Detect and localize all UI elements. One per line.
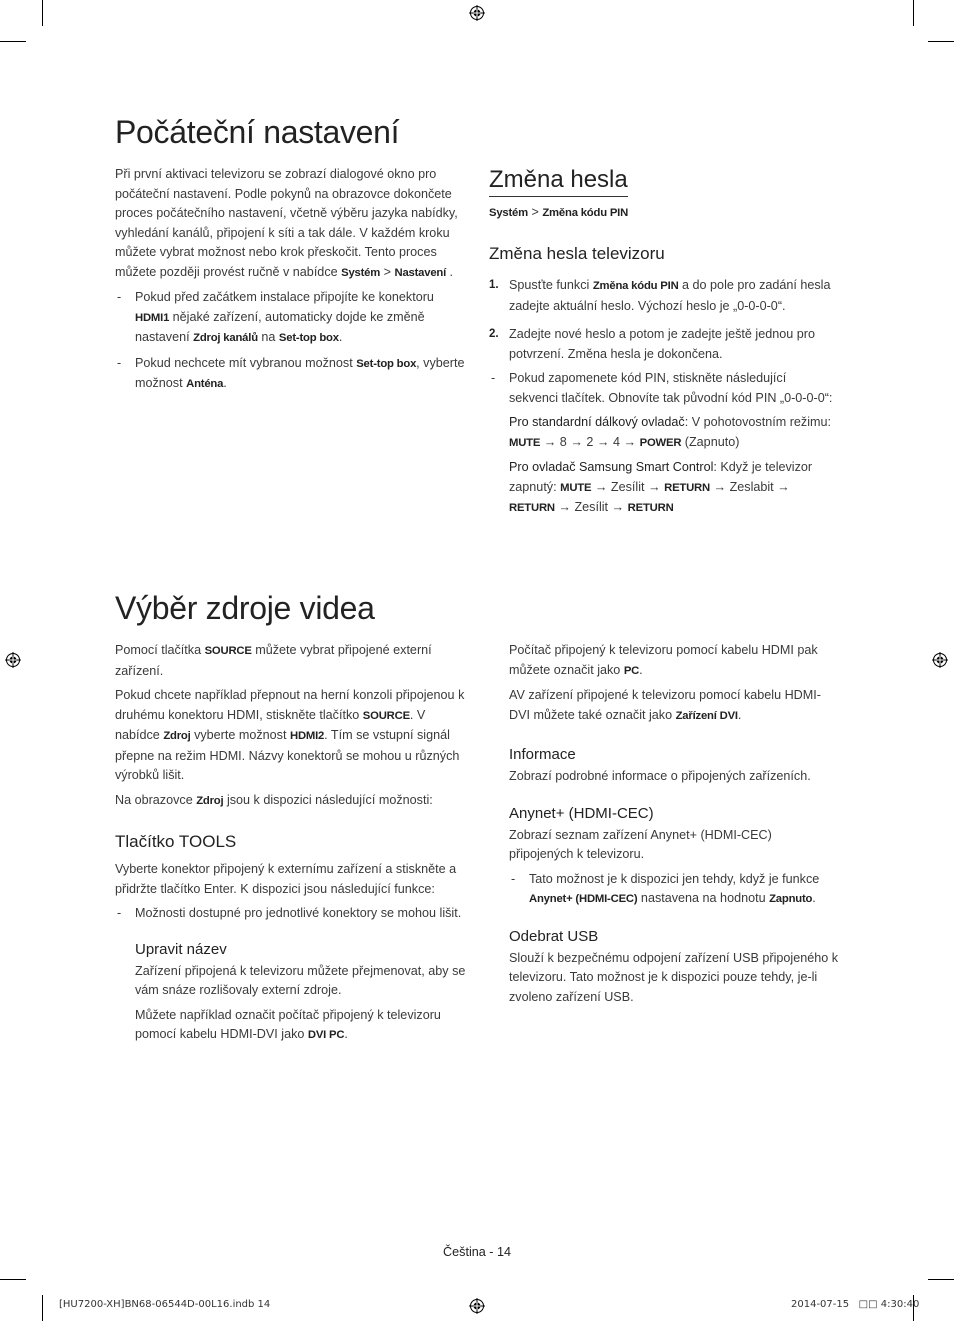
key-name: SOURCE	[204, 645, 252, 657]
key-name: POWER	[639, 436, 682, 449]
text: >	[380, 264, 395, 279]
paragraph: Zařízení připojená k televizoru můžete přejmenovat, aby se vám snáze rozlišovaly externí zdroje.	[135, 963, 466, 997]
registration-mark-icon	[932, 652, 948, 668]
print-time: 4:30:40	[880, 1299, 920, 1310]
menu-term: Set-top box	[278, 332, 339, 344]
key-name: RETURN	[664, 481, 710, 494]
paragraph	[115, 641, 467, 681]
video-source-left-column	[115, 641, 467, 1046]
text: .	[338, 330, 343, 344]
page-number: Čeština - 14	[443, 1245, 511, 1259]
section-title-change-password: Změna hesla	[489, 166, 628, 197]
menu-term: Zapnuto	[769, 893, 813, 905]
file-name: [HU7200-XH]BN68-06544D-00L16.indb 14	[59, 1299, 271, 1310]
text: Pokud zapomenete kód PIN, stiskněte následující sekvenci tlačítek. Obnovíte tak původní kód PIN „0-0-0-0“:	[509, 371, 833, 405]
paragraph: Zobrazí podrobné informace o připojených zařízeních.	[509, 769, 811, 783]
text: Pokud před začátkem instalace připojíte ke konektoru	[135, 290, 434, 304]
registration-mark-icon	[469, 1298, 485, 1314]
key-name: RETURN	[509, 502, 555, 514]
text: (Zapnuto)	[681, 434, 740, 449]
option-title: Informace	[509, 746, 576, 763]
key-name: MUTE	[509, 436, 541, 449]
text: Tato možnost je k dispozici jen tehdy, když je funkce	[529, 871, 820, 886]
menu-term: Systém	[489, 207, 528, 219]
text: jsou k dispozici následující možnosti:	[223, 792, 433, 807]
text: vyberte možnost	[190, 728, 290, 742]
menu-term: PC	[623, 664, 640, 677]
initial-setup-body	[115, 165, 465, 395]
print-timestamp	[791, 1299, 919, 1310]
change-password-body	[489, 276, 835, 519]
paragraph	[509, 641, 839, 681]
step-number: 2.	[489, 328, 499, 340]
option-title: Anynet+ (HDMI-CEC)	[509, 804, 654, 822]
text: nastavena na hodnotu	[637, 891, 770, 905]
crop-mark	[0, 1279, 26, 1280]
text: .	[737, 707, 742, 722]
smart-control-sequence	[489, 458, 835, 519]
text: → Zesílit →	[554, 500, 628, 514]
menu-term: Zdroj	[163, 730, 191, 742]
menu-term: Zdroj	[196, 794, 224, 807]
step-item	[489, 276, 835, 316]
subsection-title: Změna hesla televizoru	[489, 244, 665, 263]
registration-mark-icon	[5, 652, 21, 668]
paragraph	[135, 1006, 467, 1046]
text: Pokud nechcete mít vybranou možnost	[135, 355, 357, 370]
step-item	[489, 325, 835, 364]
standard-remote-sequence	[489, 413, 835, 453]
menu-path	[489, 203, 628, 224]
text: Možnosti dostupné pro jednotlivé konektory se mohou lišit.	[135, 906, 462, 920]
menu-term: Systém	[341, 266, 381, 279]
initial-setup-intro	[115, 165, 465, 283]
note-item: - Pokud zapomenete kód PIN, stiskněte následující sekvenci tlačítek. Obnovíte tak původní kód PIN „0-0-0-0“:	[491, 371, 833, 405]
menu-term: Zdroj kanálů	[193, 332, 258, 344]
paragraph	[115, 686, 467, 786]
crop-mark	[0, 41, 26, 42]
menu-term: Zařízení DVI	[675, 709, 738, 722]
option-title: Upravit název	[135, 940, 227, 958]
text: Pomocí tlačítka	[115, 643, 205, 657]
crop-mark	[42, 0, 43, 26]
text: Můžete například označit počítač připojený k televizoru pomocí kabelu HDMI-DVI jako	[135, 1007, 441, 1041]
note-item: - Pokud nechcete mít vybranou možnost Set-top box, vyberte možnost Anténa.	[117, 355, 465, 390]
menu-term: Nastavení	[394, 266, 447, 279]
menu-term: Změna kódu PIN	[592, 280, 679, 292]
text: → Zeslabit →	[709, 479, 790, 494]
paragraph	[509, 686, 839, 726]
crop-mark	[928, 41, 954, 42]
menu-term: DVI PC	[307, 1029, 345, 1041]
key-name: MUTE	[560, 481, 592, 494]
text: nějaké zařízení, automaticky dojde ke změně nastavení	[135, 309, 425, 344]
paragraph: Vyberte konektor připojený k externímu zařízení a stiskněte a přidržte tlačítko Enter. K dispozici jsou následující funkce:	[115, 862, 457, 896]
text: Spusťte funkci	[509, 278, 593, 292]
menu-term: Anténa	[186, 378, 224, 390]
text: Zadejte nové heslo a potom je zadejte ještě jednou pro potvrzení. Změna hesla je dokončena.	[509, 327, 815, 361]
text: >	[528, 205, 543, 219]
text: .	[344, 1027, 348, 1041]
text: → 8 → 2 → 4 →	[540, 434, 640, 449]
key-name: RETURN	[627, 502, 674, 514]
print-date: 2014-07-15	[791, 1299, 850, 1310]
text: .	[812, 891, 816, 905]
step-number: 1.	[489, 279, 499, 291]
menu-term: HDMI2	[289, 730, 325, 742]
text: .	[639, 662, 643, 677]
text: Počítač připojený k televizoru pomocí kabelu HDMI pak můžete označit jako	[509, 643, 818, 677]
menu-term: Změna kódu PIN	[542, 207, 629, 219]
registration-mark-icon	[469, 5, 485, 21]
text: a do pole pro zadání hesla zadejte aktuální heslo. Výchozí heslo je „0-0-0-0“.	[509, 278, 831, 313]
text: Při první aktivaci televizoru se zobrazí dialogové okno pro počáteční nastavení. Podle pokynů na obrazovce dokončete proces počátečního nastavení, včetně výběru jazyka nabídky, vyhledání kanálů, připojení k síti a tak dále. V každém kroku můžete vybrat možnost nebo krok přeskočit. Tento proces můžete později provést ručně v nabídce	[115, 167, 458, 279]
text: můžete vybrat připojené externí zařízení.	[115, 643, 432, 678]
note-item: - Tato možnost je k dispozici jen tehdy, když je funkce Anynet+ (HDMI-CEC) nastavena na hodnotu Zapnuto.	[511, 871, 820, 905]
menu-term: Set-top box	[356, 357, 417, 370]
crop-mark	[913, 0, 914, 26]
option-title: Odebrat USB	[509, 927, 599, 945]
video-source-right-column	[509, 641, 839, 1007]
label: Pro ovladač Samsung Smart Control	[509, 460, 714, 474]
paragraph	[115, 791, 467, 812]
note-item: - Možnosti dostupné pro jednotlivé konektory se mohou lišit.	[117, 906, 462, 920]
note-item: - Pokud před začátkem instalace připojíte ke konektoru HDMI1 nějaké zařízení, automaticky dojde ke změně nastavení Zdroj kanálů na Set-top box.	[117, 290, 434, 344]
crop-mark	[928, 1279, 954, 1280]
text: . V nabídce	[115, 707, 426, 742]
text: : Když je televizor zapnutý:	[509, 460, 813, 494]
text: . Tím se vstupní signál přepne na režim HDMI. Názvy konektorů se mohou u různých výrobků lišit.	[115, 728, 460, 782]
text: .	[446, 264, 454, 279]
menu-term: Anynet+ (HDMI-CEC)	[529, 893, 638, 905]
section-title-video-source: Výběr zdroje videa	[115, 590, 375, 626]
paragraph: Zobrazí seznam zařízení Anynet+ (HDMI-CEC) připojených k televizoru.	[509, 827, 772, 861]
paragraph: Slouží k bezpečnému odpojení zařízení USB připojeného k televizoru. Tato možnost je k dispozici pouze tehdy, je-li zvoleno zařízení USB.	[509, 950, 839, 1004]
text: Na obrazovce	[115, 792, 197, 807]
text: → Zesílit →	[591, 479, 665, 494]
crop-mark	[42, 1295, 43, 1321]
text: , vyberte možnost	[135, 355, 465, 390]
label: Pro standardní dálkový ovladač	[509, 415, 685, 429]
text: .	[223, 376, 227, 390]
text: AV zařízení připojené k televizoru pomocí kabelu HDMI-DVI můžete také označit jako	[509, 688, 821, 722]
text: na	[257, 330, 279, 344]
print-glyph-box: □□	[858, 1299, 878, 1310]
subsection-title: Tlačítko TOOLS	[115, 832, 237, 851]
menu-term: HDMI1	[135, 311, 170, 324]
text: : V pohotovostním režimu:	[684, 415, 832, 429]
text: Pokud chcete například přepnout na herní konzoli připojenou k druhému konektoru HDMI, stiskněte tlačítko	[115, 688, 465, 722]
key-name: SOURCE	[362, 709, 410, 722]
section-title-initial-setup: Počáteční nastavení	[115, 114, 400, 150]
